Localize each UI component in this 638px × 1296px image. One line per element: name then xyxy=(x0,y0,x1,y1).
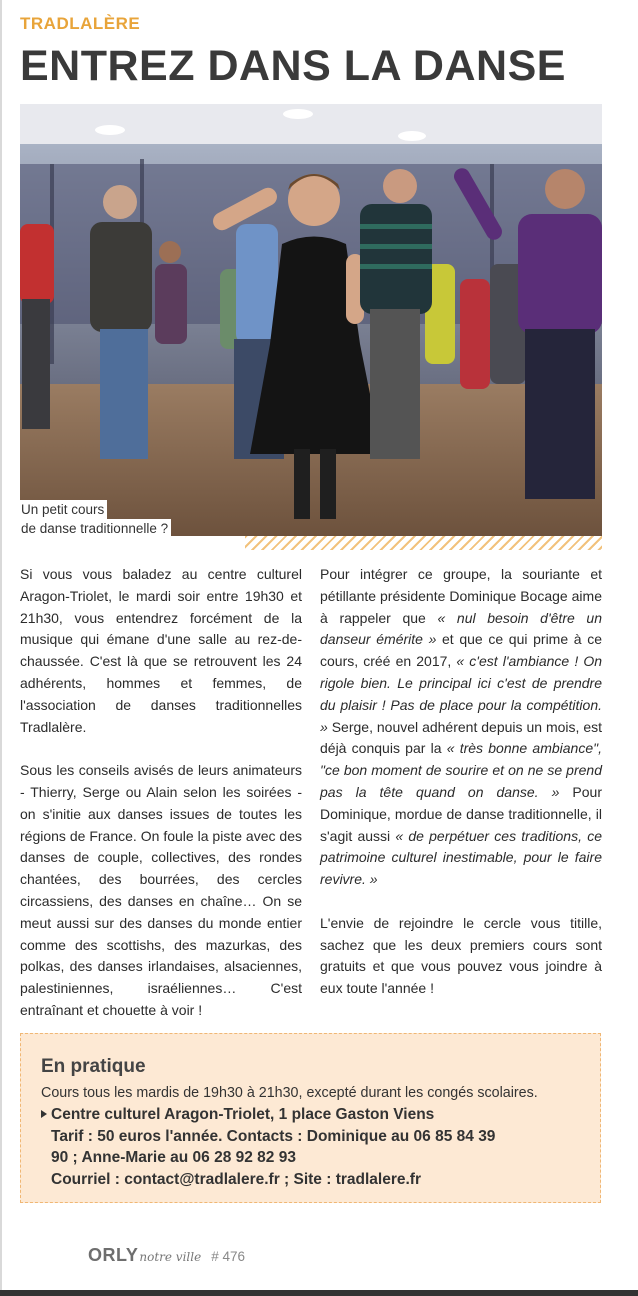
paragraph: Sous les conseils avisés de leurs animateurs - Thierry, Serge ou Alain selon les soirées - on s'initie aux danses issues de toutes les régions de France. On foule la piste avec des danses de couple, collectives, des rondes chantées, des bourrées, des cercles circassiens, des danses en chaîne… On se meut aussi sur des danses du monde entier comme des scottishs, des mazurkas, des polkas, des danses irlandaises, alsaciennes, palestiniennes, israéliennes… C'est entraînant et chouette à voir ! xyxy=(20,762,302,1018)
contacts-line: Tarif : 50 euros l'année. Contacts : Dominique au 06 85 84 39 xyxy=(51,1127,496,1145)
schedule-line: Cours tous les mardis de 19h30 à 21h30, excepté durant les congés scolaires. xyxy=(41,1085,538,1101)
contacts-line-2: 90 ; Anne-Marie au 06 28 92 82 93 xyxy=(51,1149,296,1166)
article-column-right xyxy=(320,564,602,1022)
arrow-right-icon xyxy=(41,1110,47,1118)
venue-line: Centre culturel Aragon-Triolet, 1 place Gaston Viens xyxy=(41,1104,600,1126)
article-column-left xyxy=(20,564,302,1044)
section-kicker: TRADLALÈRE xyxy=(20,14,141,33)
article-headline: ENTREZ DANS LA DANSE xyxy=(20,42,566,90)
paragraph: Pour intégrer ce groupe, la souriante et pétillante présidente Dominique Bocage aime à rappeler que « nul besoin d'être un danseur émérite » et que ce qui prime à ce cours, créé en 2017, « c'est l'ambiance ! On rigole bien. Le principal ici c'est de prendre du plaisir ! Pas de place pour la compétition. » Serge, nouvel adhérent depuis un mois, est déjà conquis par la « très bonne ambiance", "ce bon moment de sourire et on ne se prend pas la tête quand on danse. » Pour Dominique, mordue de danse traditionnelle, il s'agit aussi « de perpétuer ces traditions, ce patrimoine culturel inestimable, pour le faire revivre. » xyxy=(320,566,603,888)
practical-info-box xyxy=(20,1033,601,1203)
photo-caption xyxy=(20,500,171,538)
magazine-brand: ORLY xyxy=(88,1245,139,1265)
caption-line-1: Un petit cours xyxy=(20,500,107,519)
quote: « c'est l'ambiance ! On rigole bien. Le principal ici c'est de prendre du plaisir ! Pas de place pour la compétition. » xyxy=(320,653,602,735)
bottom-bar xyxy=(0,1290,638,1296)
dance-class-photo xyxy=(20,104,602,536)
practical-title: En pratique xyxy=(41,1056,146,1077)
email-site-line: Courriel : contact@tradlalere.fr ; Site : tradlalere.fr xyxy=(51,1170,421,1188)
magazine-brand-sub: notre ville xyxy=(139,1250,202,1264)
quote: « très bonne ambiance", "ce bon moment de sourire et on ne se prend pas la tête quand on danse. » xyxy=(320,740,602,800)
paragraph: Si vous vous baladez au centre culturel Aragon-Triolet, le mardi soir entre 19h30 et 21h30, vous entendrez forcément de la musique qui émane d'une salle au rez-de-chaussée. C'est là que se retrouvent les 24 adhérents, hommes et femmes, de l'association de danses traditionnelles Tradlalère. xyxy=(20,566,302,735)
page-edge-rule xyxy=(0,0,2,1290)
decorative-hatch xyxy=(245,536,602,550)
caption-line-2: de danse traditionnelle ? xyxy=(20,519,171,538)
quote: « de perpétuer ces traditions, ce patrimoine culturel inestimable, pour le faire revivre. » xyxy=(320,827,602,888)
magazine-footer xyxy=(88,1245,245,1266)
issue-number: # 476 xyxy=(211,1249,245,1264)
quote: « nul besoin d'être un danseur émérite » xyxy=(320,609,602,648)
paragraph: L'envie de rejoindre le cercle vous titille, sachez que les deux premiers cours sont gratuits et que vous pouvez vous joindre à eux toute l'année ! xyxy=(320,914,602,997)
